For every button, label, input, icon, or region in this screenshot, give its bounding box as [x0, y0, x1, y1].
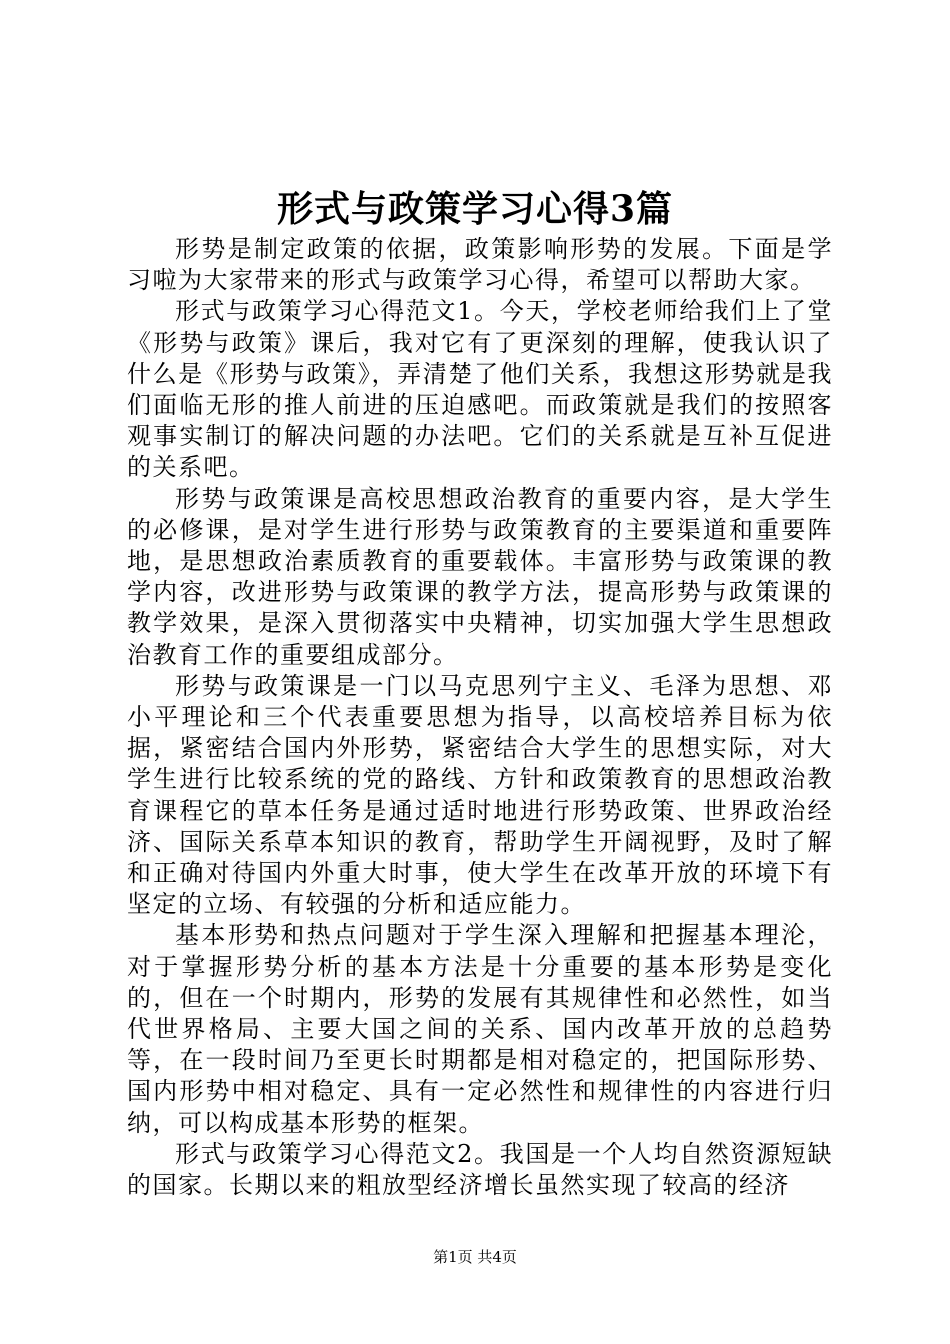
paragraph: 形势与政策课是高校思想政治教育的重要内容，是大学生的必修课，是对学生进行形势与政策教育的主要渠道和重要阵地，是思想政治素质教育的重要载体。丰富形势与政策课的教学内容，改进形势与政策课的教学方法，提高形势与政策课的教学效果，是深入贯彻落实中央精神，切实加强大学生思想政治教育工作的重要组成部分。	[127, 484, 833, 669]
paragraph: 基本形势和热点问题对于学生深入理解和把握基本理沦，对于掌握形势分析的基本方法是十分重要的基本形势是变化的，但在一个时期内，形势的发展有其规律性和必然性，如当代世界格局、主要大国之间的关系、国内改革开放的总趋势等，在一段时间乃至更长时期都是相对稳定的，把国际形势、国内形势中相对稳定、具有一定必然性和规律性的内容进行归纳，可以构成基本形势的框架。	[127, 921, 833, 1137]
document-title: 形式与政策学习心得3篇	[276, 188, 674, 230]
paragraph: 形式与政策学习心得范文2。我国是一个人均自然资源短缺的国家。长期以来的粗放型经济增长虽然实现了较高的经济	[127, 1139, 833, 1200]
paragraph: 形势是制定政策的依据，政策影响形势的发展。下面是学习啦为大家带来的形式与政策学习心得，希望可以帮助大家。	[127, 235, 833, 295]
paragraph: 形式与政策学习心得范文1。今天，学校老师给我们上了堂《形势与政策》课后，我对它有了更深刻的理解，使我认识了什么是《形势与政策》，弄清楚了他们关系，我想这形势就是我们面临无形的推人前进的压迫感吧。而政策就是我们的按照客观事实制订的解决问题的办法吧。它们的关系就是互补互促进的关系吧。	[127, 297, 833, 482]
page-footer: 第1页 共4页	[433, 1248, 517, 1266]
paragraph: 形势与政策课是一门以马克思列宁主义、毛泽为思想、邓小平理论和三个代表重要思想为指导，以高校培养目标为依据，紧密结合国内外形势，紧密结合大学生的思想实际，对大学生进行比较系统的党的路线、方针和政策教育的思想政治教育课程它的草本任务是通过适时地进行形势政策、世界政治经济、国际关系草本知识的教育，帮助学生开阔视野，及时了解和正确对待国内外重大时事，使大学生在改革开放的环境下有坚定的立场、有较强的分析和适应能力。	[127, 671, 833, 919]
document-body	[127, 234, 833, 1201]
